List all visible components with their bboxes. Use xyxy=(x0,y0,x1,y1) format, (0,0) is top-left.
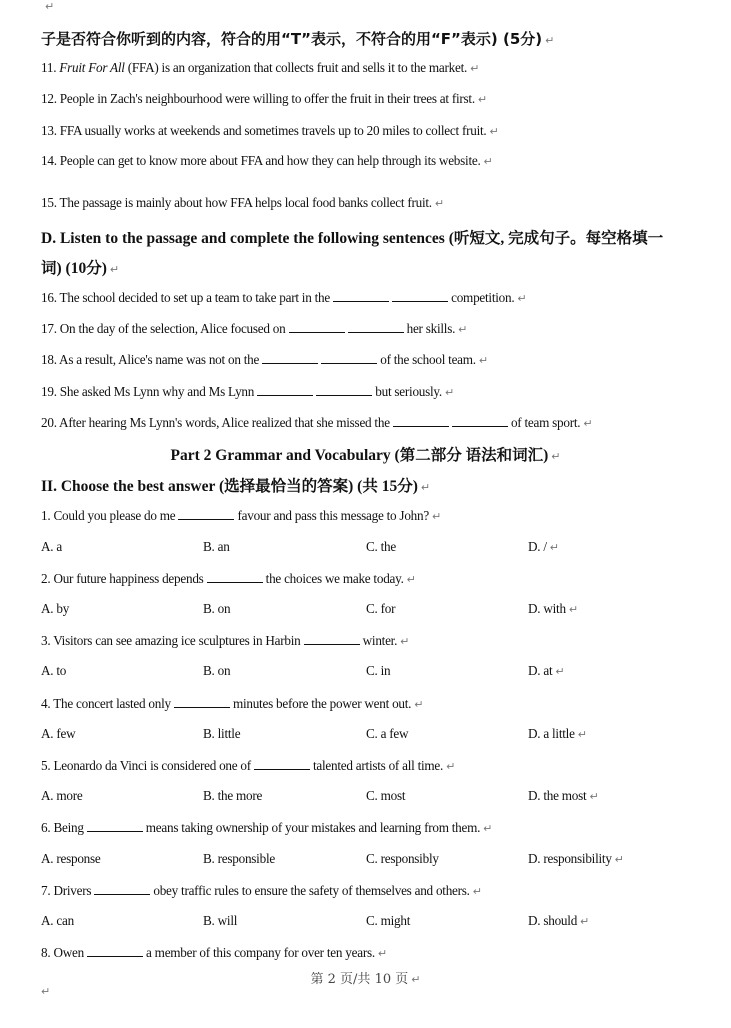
option-d: D. / ↵ xyxy=(528,539,559,554)
option-c: C. responsibly xyxy=(366,851,439,866)
paragraph-mark: ↵ xyxy=(483,155,493,168)
question xyxy=(41,570,416,587)
fill-item xyxy=(41,289,526,306)
item-text: of team sport. xyxy=(507,415,581,430)
paragraph-mark: ↵ xyxy=(489,125,499,138)
item-text: The passage is mainly about how FFA helps local food banks collect fruit. xyxy=(59,195,432,210)
question-text: 6. Being xyxy=(41,820,87,835)
item-number: 13. xyxy=(41,123,60,138)
answer-blank xyxy=(393,414,449,427)
answer-blank xyxy=(257,383,313,396)
question xyxy=(41,944,387,961)
answer-blank xyxy=(304,632,360,645)
fill-item xyxy=(41,383,454,400)
answer-blank xyxy=(348,320,404,333)
paragraph-mark: ↵ xyxy=(41,985,51,998)
item-title: Fruit For All xyxy=(59,60,125,75)
question xyxy=(41,882,482,899)
paragraph-mark: ↵ xyxy=(477,93,487,106)
option-b: B. little xyxy=(203,726,241,741)
answer-blank xyxy=(174,695,230,708)
paragraph-mark: ↵ xyxy=(434,197,444,210)
tf-item xyxy=(41,60,479,76)
answer-blank xyxy=(316,383,372,396)
option-c: C. might xyxy=(366,913,411,928)
item-text: People in Zach's neighbourhood were willing to offer the fruit in their trees at first. xyxy=(59,91,475,106)
tf-item xyxy=(41,153,492,169)
question-text: talented artists of all time. xyxy=(309,758,444,773)
option-c: C. most xyxy=(366,788,406,803)
option-a: A. few xyxy=(41,726,76,741)
option-c: C. the xyxy=(366,539,397,554)
paragraph-mark: ↵ xyxy=(472,885,482,898)
option-d: D. with ↵ xyxy=(528,601,578,616)
option-c: C. a few xyxy=(366,726,409,741)
fill-item xyxy=(41,351,488,368)
paragraph-mark: ↵ xyxy=(400,635,410,648)
paragraph-mark: ↵ xyxy=(446,760,456,773)
paragraph-mark: ↵ xyxy=(577,728,587,741)
paragraph-mark: ↵ xyxy=(568,603,578,616)
paragraph-mark: ↵ xyxy=(406,573,416,586)
answer-blank xyxy=(262,351,318,364)
item-text: 20. After hearing Ms Lynn's words, Alice realized that she missed the xyxy=(41,415,393,430)
page-footer: 第 2 页/共 10 页 ↵ xyxy=(310,972,421,987)
answer-blank xyxy=(392,289,448,302)
question-text: obey traffic rules to ensure the safety of themselves and others. xyxy=(150,883,470,898)
option-b: B. an xyxy=(203,539,230,554)
question-text: means taking ownership of your mistakes and learning from them. xyxy=(142,820,481,835)
question-text: minutes before the power went out. xyxy=(229,696,412,711)
paragraph-mark: ↵ xyxy=(580,915,590,928)
section-ii-title: II. Choose the best answer (选择最恰当的答案) (共 15分) ↵ xyxy=(41,478,431,495)
paragraph-mark: ↵ xyxy=(478,354,488,367)
paragraph-mark: ↵ xyxy=(589,790,599,803)
option-a: A. can xyxy=(41,913,74,928)
item-text: of the school team. xyxy=(377,352,476,367)
paragraph-mark: ↵ xyxy=(431,510,441,523)
question-text: 5. Leonardo da Vinci is considered one of xyxy=(41,758,254,773)
item-number: 14. xyxy=(41,153,60,168)
question-text: the choices we make today. xyxy=(262,571,404,586)
item-text: 16. The school decided to set up a team to take part in the xyxy=(41,290,334,305)
tf-item xyxy=(41,123,498,139)
section-d-title: D. Listen to the passage and complete the following sentences (听短文, 完成句子。每空格填一 xyxy=(41,230,664,247)
question-text: favour and pass this message to John? xyxy=(234,508,429,523)
paragraph-mark: ↵ xyxy=(470,62,480,75)
fill-item xyxy=(41,414,592,431)
option-d: D. at ↵ xyxy=(528,663,565,678)
option-b: B. on xyxy=(203,663,231,678)
item-number: 11. xyxy=(41,60,60,75)
option-d: D. should ↵ xyxy=(528,913,590,928)
question xyxy=(41,695,423,712)
answer-blank xyxy=(321,351,377,364)
item-text: People can get to know more about FFA and how they can help through its website. xyxy=(59,153,481,168)
option-b: B. the more xyxy=(203,788,263,803)
question-text: 7. Drivers xyxy=(41,883,95,898)
question-text: 4. The concert lasted only xyxy=(41,696,174,711)
answer-blank xyxy=(178,507,234,520)
question xyxy=(41,507,441,524)
item-text: (FFA) is an organization that collects fruit and sells it to the market. xyxy=(124,60,468,75)
question xyxy=(41,757,455,774)
item-text: competition. xyxy=(448,290,515,305)
option-a: A. a xyxy=(41,539,62,554)
question xyxy=(41,632,409,649)
option-c: C. for xyxy=(366,601,396,616)
answer-blank xyxy=(289,320,345,333)
tf-item xyxy=(41,91,487,107)
paragraph-mark: ↵ xyxy=(614,853,624,866)
paragraph-mark: ↵ xyxy=(444,386,454,399)
fill-item xyxy=(41,320,467,337)
option-b: B. responsible xyxy=(203,851,275,866)
section-d-title-cont: 词) (10分) ↵ xyxy=(41,260,120,277)
answer-blank xyxy=(87,819,143,832)
option-b: B. on xyxy=(203,601,231,616)
paragraph-mark: ↵ xyxy=(517,292,527,305)
option-c: C. in xyxy=(366,663,391,678)
option-a: A. by xyxy=(41,601,70,616)
answer-blank xyxy=(452,414,508,427)
part2-title: Part 2 Grammar and Vocabulary (第二部分 语法和词汇) ↵ xyxy=(170,447,561,464)
paragraph-mark: ↵ xyxy=(555,665,565,678)
item-number: 12. xyxy=(41,91,60,106)
option-a: A. more xyxy=(41,788,83,803)
option-d: D. a little ↵ xyxy=(528,726,587,741)
tf-section-header: 子是否符合你听到的内容，符合的用“T”表示，不符合的用“F”表示) (5分) ↵ xyxy=(41,30,555,48)
paragraph-mark: ↵ xyxy=(549,541,559,554)
question xyxy=(41,819,492,836)
item-text: 19. She asked Ms Lynn why and Ms Lynn xyxy=(41,384,258,399)
option-a: A. response xyxy=(41,851,101,866)
question-text: 2. Our future happiness depends xyxy=(41,571,207,586)
item-text: 17. On the day of the selection, Alice focused on xyxy=(41,321,289,336)
question-text: winter. xyxy=(359,633,398,648)
question-text: 8. Owen xyxy=(41,945,87,960)
answer-blank xyxy=(254,757,310,770)
option-d: D. responsibility ↵ xyxy=(528,851,624,866)
tf-item xyxy=(41,195,444,211)
paragraph-mark: ↵ xyxy=(458,323,468,336)
question-text: 3. Visitors can see amazing ice sculptures in Harbin xyxy=(41,633,304,648)
item-text: but seriously. xyxy=(372,384,442,399)
paragraph-mark: ↵ xyxy=(45,0,55,13)
option-b: B. will xyxy=(203,913,238,928)
answer-blank xyxy=(333,289,389,302)
paragraph-mark: ↵ xyxy=(483,822,493,835)
question-text: a member of this company for over ten years. xyxy=(142,945,375,960)
item-text: FFA usually works at weekends and sometimes travels up to 20 miles to collect fruit. xyxy=(59,123,487,138)
answer-blank xyxy=(94,882,150,895)
option-d: D. the most ↵ xyxy=(528,788,599,803)
paragraph-mark: ↵ xyxy=(583,417,593,430)
item-number: 15. xyxy=(41,195,60,210)
item-text: 18. As a result, Alice's name was not on the xyxy=(41,352,263,367)
question-text: 1. Could you please do me xyxy=(41,508,179,523)
answer-blank xyxy=(87,944,143,957)
option-a: A. to xyxy=(41,663,67,678)
answer-blank xyxy=(207,570,263,583)
paragraph-mark: ↵ xyxy=(377,947,387,960)
paragraph-mark: ↵ xyxy=(414,698,424,711)
item-text: her skills. xyxy=(403,321,456,336)
